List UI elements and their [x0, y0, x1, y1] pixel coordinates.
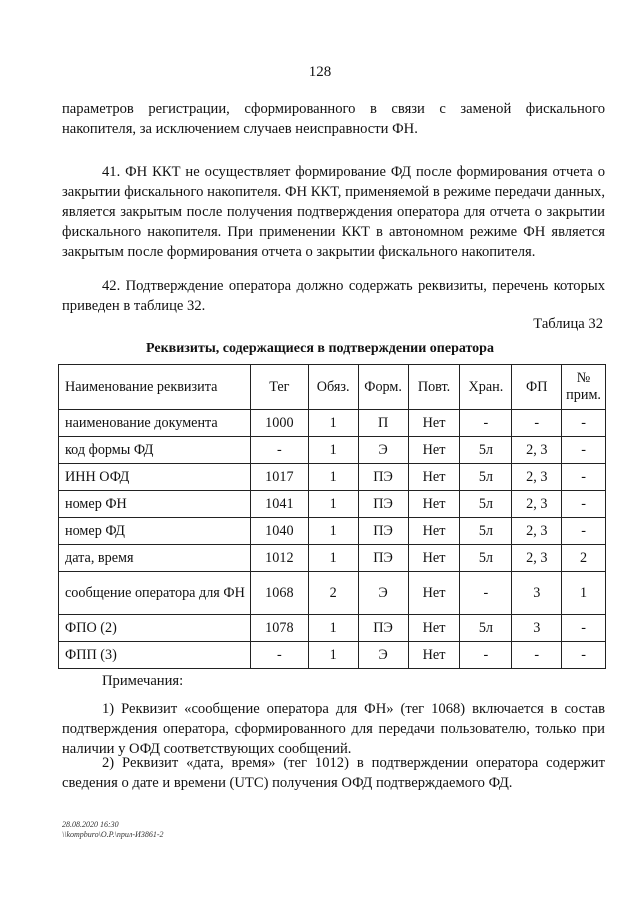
page-number: 128 [308, 64, 332, 80]
cell-hran: 5л [460, 615, 512, 642]
requisites-table [58, 364, 606, 669]
cell-hran: 5л [460, 545, 512, 572]
cell-povt: Нет [408, 437, 460, 464]
header-form: Форм. [358, 365, 408, 410]
cell-tag: 1041 [250, 491, 308, 518]
cell-name: ФПП (3) [59, 642, 251, 669]
header-povt: Повт. [408, 365, 460, 410]
cell-prim: - [562, 491, 606, 518]
footer-path: \\kompburo\О.Р.\прил-И3861-2 [62, 830, 164, 839]
cell-fp: 2, 3 [512, 437, 562, 464]
cell-form: ПЭ [358, 545, 408, 572]
cell-tag: 1012 [250, 545, 308, 572]
footer-date: 28.08.2020 16:30 [62, 820, 119, 829]
paragraph-42: 42. Подтверждение оператора должно содержать реквизиты, перечень которых приведен в таблице 32. [62, 278, 605, 314]
cell-fp: 3 [512, 572, 562, 615]
table-row [59, 437, 606, 464]
header-obyaz: Обяз. [308, 365, 358, 410]
cell-povt: Нет [408, 545, 460, 572]
cell-form: Э [358, 572, 408, 615]
cell-obyaz: 1 [308, 615, 358, 642]
table-row [59, 491, 606, 518]
cell-hran: - [460, 572, 512, 615]
paragraph-41: 41. ФН ККТ не осуществляет формирование ФД после формирования отчета о закрытии фискального накопителя. ФН ККТ, применяемой в режиме передачи данных, является закрытым после получения подтверждения оператора для отчета о закрытии фискального накопителя. При применении ККТ в автономном режиме ФН является закрытым после формирования отчета о закрытии фискального накопителя. [62, 164, 605, 260]
header-tag: Тег [250, 365, 308, 410]
cell-form: Э [358, 642, 408, 669]
cell-name: ИНН ОФД [59, 464, 251, 491]
table-row [59, 464, 606, 491]
cell-prim: 1 [562, 572, 606, 615]
cell-name: номер ФН [59, 491, 251, 518]
table-row [59, 518, 606, 545]
cell-povt: Нет [408, 410, 460, 437]
cell-obyaz: 1 [308, 464, 358, 491]
cell-tag: - [250, 642, 308, 669]
cell-name: наименование документа [59, 410, 251, 437]
cell-hran: - [460, 410, 512, 437]
note-1: 1) Реквизит «сообщение оператора для ФН» (тег 1068) включается в состав подтверждения оператора, сформированного для передачи пользователю, только при наличии у ОФД соответствующих сообщений. [62, 701, 605, 757]
cell-tag: 1078 [250, 615, 308, 642]
header-fp: ФП [512, 365, 562, 410]
header-name: Наименование реквизита [59, 365, 251, 410]
cell-form: Э [358, 437, 408, 464]
cell-prim: - [562, 437, 606, 464]
cell-fp: 2, 3 [512, 464, 562, 491]
cell-hran: - [460, 642, 512, 669]
cell-prim: - [562, 615, 606, 642]
cell-obyaz: 1 [308, 545, 358, 572]
cell-hran: 5л [460, 491, 512, 518]
cell-hran: 5л [460, 464, 512, 491]
cell-tag: 1040 [250, 518, 308, 545]
cell-fp: 2, 3 [512, 518, 562, 545]
cell-form: ПЭ [358, 615, 408, 642]
cell-fp: - [512, 410, 562, 437]
cell-prim: - [562, 464, 606, 491]
cell-obyaz: 1 [308, 642, 358, 669]
table-row [59, 615, 606, 642]
cell-fp: 2, 3 [512, 491, 562, 518]
cell-name: номер ФД [59, 518, 251, 545]
table-row [59, 572, 606, 615]
cell-fp: 2, 3 [512, 545, 562, 572]
cell-fp: - [512, 642, 562, 669]
cell-hran: 5л [460, 437, 512, 464]
cell-prim: - [562, 410, 606, 437]
cell-obyaz: 1 [308, 437, 358, 464]
cell-name: ФПО (2) [59, 615, 251, 642]
table-header-row [59, 365, 606, 410]
cell-tag: - [250, 437, 308, 464]
cell-obyaz: 1 [308, 491, 358, 518]
cell-tag: 1068 [250, 572, 308, 615]
cell-name: дата, время [59, 545, 251, 572]
cell-name: сообщение оператора для ФН [59, 572, 251, 615]
cell-hran: 5л [460, 518, 512, 545]
cell-form: ПЭ [358, 518, 408, 545]
footer-stamp [62, 820, 164, 840]
cell-fp: 3 [512, 615, 562, 642]
paragraph-continuation: параметров регистрации, сформированного в связи с заменой фискального накопителя, за исключением случаев неисправности ФН. [62, 101, 605, 137]
table-title: Реквизиты, содержащиеся в подтверждении оператора [146, 341, 494, 356]
notes-title: Примечания: [102, 673, 184, 689]
cell-name: код формы ФД [59, 437, 251, 464]
table-label: Таблица 32 [533, 316, 603, 332]
cell-povt: Нет [408, 572, 460, 615]
cell-obyaz: 2 [308, 572, 358, 615]
cell-povt: Нет [408, 615, 460, 642]
cell-form: ПЭ [358, 491, 408, 518]
cell-povt: Нет [408, 518, 460, 545]
header-prim: № прим. [562, 365, 606, 410]
cell-povt: Нет [408, 491, 460, 518]
cell-obyaz: 1 [308, 410, 358, 437]
note-2: 2) Реквизит «дата, время» (тег 1012) в подтверждении оператора содержит сведения о дате и времени (UTC) получения ОФД подтверждаемого ФД. [62, 755, 605, 791]
cell-povt: Нет [408, 642, 460, 669]
table-row [59, 410, 606, 437]
cell-obyaz: 1 [308, 518, 358, 545]
cell-tag: 1017 [250, 464, 308, 491]
table-row [59, 545, 606, 572]
cell-prim: 2 [562, 545, 606, 572]
cell-prim: - [562, 518, 606, 545]
cell-tag: 1000 [250, 410, 308, 437]
header-hran: Хран. [460, 365, 512, 410]
cell-form: П [358, 410, 408, 437]
table-row [59, 642, 606, 669]
cell-form: ПЭ [358, 464, 408, 491]
cell-prim: - [562, 642, 606, 669]
cell-povt: Нет [408, 464, 460, 491]
